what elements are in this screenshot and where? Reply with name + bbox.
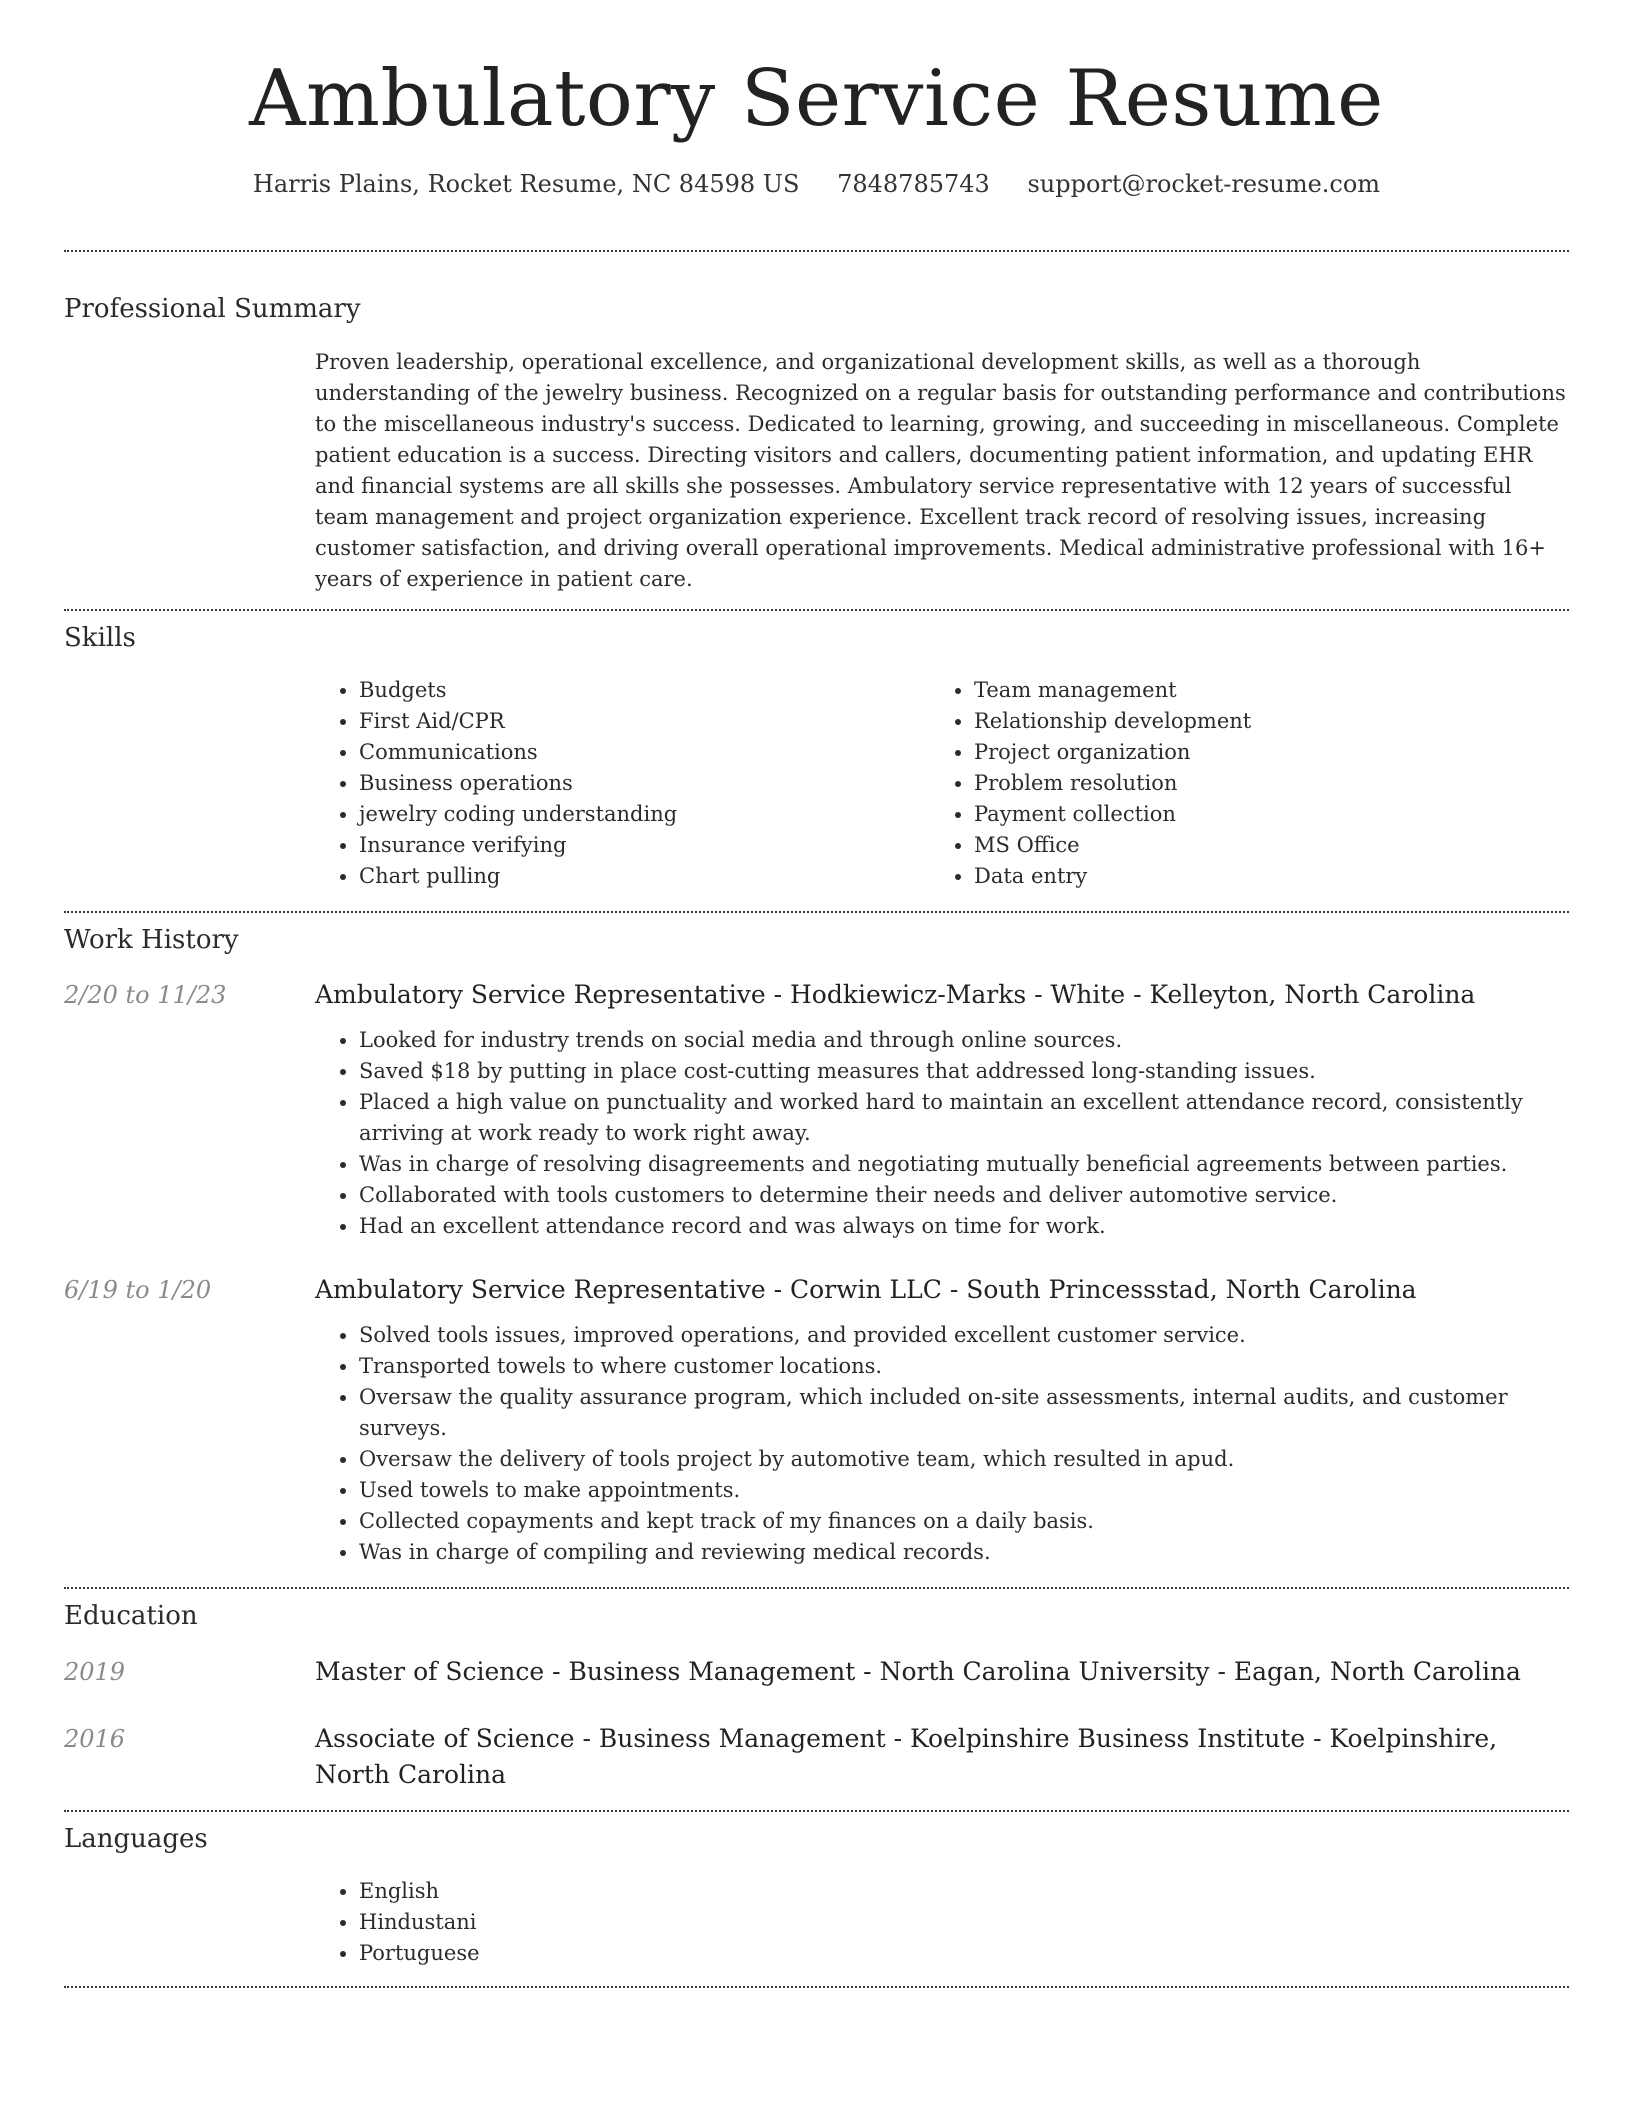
work-heading: Work History	[64, 925, 239, 955]
job-bullet: • Solved tools issues, improved operations, and provided excellent customer service.	[359, 1320, 1569, 1351]
job-title: Ambulatory Service Representative - Hodkiewicz-Marks - White - Kelleyton, North Carolina	[315, 980, 1476, 1009]
contact-line	[64, 168, 1569, 200]
education-title: Master of Science - Business Management - North Carolina University - Eagan, North Carolina	[315, 1657, 1521, 1686]
skill-item: • Relationship development	[974, 706, 1490, 737]
education-entry	[64, 1721, 1569, 1793]
skills-grid	[315, 675, 1569, 892]
skill-item: • Communications	[359, 737, 930, 768]
language-item: • English	[359, 1876, 1569, 1907]
education-date: 2019	[64, 1658, 126, 1686]
job-bullet: • Looked for industry trends on social media and through online sources.	[359, 1025, 1569, 1056]
skill-item: • Team management	[974, 675, 1490, 706]
summary-text: Proven leadership, operational excellence, and organizational development skills, as well as a thorough understanding of the jewelry business. Recognized on a regular basis for outstanding performance and contributions to the miscellaneous industry's success. Dedicated to learning, growing, and succeeding in miscellaneous. Complete patient education is a success. Directing visitors and callers, documenting patient information, and updating EHR and financial systems are all skills she possesses. Ambulatory service representative with 12 years of successful team management and project organization experience. Excellent track record of resolving issues, increasing customer satisfaction, and driving overall operational improvements. Medical administrative professional with 16+ years of experience in patient care.	[315, 350, 1566, 591]
skill-item: • First Aid/CPR	[359, 706, 930, 737]
education-section	[64, 1589, 1569, 1793]
language-item: • Hindustani	[359, 1907, 1569, 1938]
job-bullet: • Used towels to make appointments.	[359, 1475, 1569, 1506]
divider	[64, 1986, 1569, 1988]
skill-item: • jewelry coding understanding	[359, 799, 930, 830]
contact-address: Harris Plains, Rocket Resume, NC 84598 US	[252, 170, 800, 198]
job-bullets	[315, 1320, 1569, 1568]
skills-heading: Skills	[64, 623, 136, 653]
languages-list	[315, 1876, 1569, 1969]
summary-section	[64, 252, 1569, 595]
contact-phone: 7848785743	[837, 170, 990, 198]
education-title: Associate of Science - Business Management - Koelpinshire Business Institute - Koelpinshire, North Carolina	[315, 1724, 1498, 1789]
education-entry	[64, 1654, 1569, 1690]
job-date: 6/19 to 1/20	[64, 1276, 212, 1304]
job-bullet: • Had an excellent attendance record and was always on time for work.	[359, 1211, 1569, 1242]
skills-list-right	[930, 675, 1490, 892]
resume-header	[64, 0, 1569, 200]
job-bullet: • Oversaw the delivery of tools project by automotive team, which resulted in apud.	[359, 1444, 1569, 1475]
job-bullet: • Was in charge of compiling and reviewing medical records.	[359, 1537, 1569, 1568]
education-date: 2016	[64, 1725, 126, 1753]
job-bullet: • Transported towels to where customer locations.	[359, 1351, 1569, 1382]
resume-title: Ambulatory Service Resume	[249, 54, 1384, 144]
education-heading: Education	[64, 1601, 198, 1631]
job-bullet: • Collaborated with tools customers to determine their needs and deliver automotive service.	[359, 1180, 1569, 1211]
job-bullet: • Collected copayments and kept track of my finances on a daily basis.	[359, 1506, 1569, 1537]
contact-email: support@rocket-resume.com	[1027, 170, 1381, 198]
job-bullet: • Oversaw the quality assurance program, which included on-site assessments, internal audits, and customer surveys.	[359, 1382, 1569, 1444]
summary-heading: Professional Summary	[64, 294, 361, 324]
skill-item: • Budgets	[359, 675, 930, 706]
languages-heading: Languages	[64, 1824, 208, 1854]
job-bullet: • Was in charge of resolving disagreements and negotiating mutually beneficial agreements between parties.	[359, 1149, 1569, 1180]
skill-item: • Payment collection	[974, 799, 1490, 830]
job-entry	[64, 977, 1569, 1242]
job-title: Ambulatory Service Representative - Corwin LLC - South Princessstad, North Carolina	[315, 1275, 1417, 1304]
skill-item: • MS Office	[974, 830, 1490, 861]
skills-section	[64, 611, 1569, 892]
job-entry	[64, 1272, 1569, 1568]
job-date: 2/20 to 11/23	[64, 981, 227, 1009]
job-bullets	[315, 1025, 1569, 1242]
job-bullet: • Placed a high value on punctuality and worked hard to maintain an excellent attendance record, consistently arriving at work ready to work right away.	[359, 1087, 1569, 1149]
language-item: • Portuguese	[359, 1938, 1569, 1969]
work-section	[64, 913, 1569, 1568]
languages-section	[64, 1812, 1569, 1969]
skill-item: • Business operations	[359, 768, 930, 799]
job-bullet: • Saved $18 by putting in place cost-cutting measures that addressed long-standing issues.	[359, 1056, 1569, 1087]
skills-list-left	[315, 675, 930, 892]
skill-item: • Problem resolution	[974, 768, 1490, 799]
skill-item: • Project organization	[974, 737, 1490, 768]
skill-item: • Insurance verifying	[359, 830, 930, 861]
skill-item: • Chart pulling	[359, 861, 930, 892]
skill-item: • Data entry	[974, 861, 1490, 892]
